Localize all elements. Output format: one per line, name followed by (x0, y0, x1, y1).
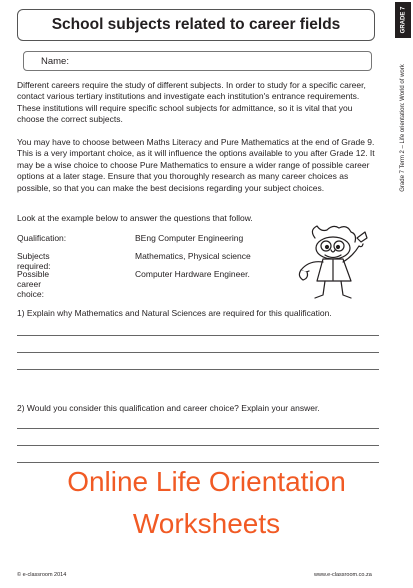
side-caption (396, 40, 410, 215)
answer-line[interactable] (17, 445, 379, 446)
grade-tab (395, 2, 411, 38)
scientist-cartoon-icon (293, 224, 371, 304)
example-label: Possible career choice: (17, 269, 50, 299)
answer-line[interactable] (17, 462, 379, 463)
question-1: 1) Explain why Mathematics and Natural Sciences are required for this qualification. (17, 308, 332, 318)
side-caption-text: Grade 7 Term 2 – Life orientation: World of work (400, 63, 407, 192)
grade-tab-label: GRADE 7 (400, 6, 407, 34)
example-label: Subjects required: (17, 251, 51, 271)
footer-copyright: © e-classroom 2014 (17, 572, 67, 578)
answer-line[interactable] (17, 335, 379, 336)
page-title: School subjects related to career fields (17, 9, 375, 41)
answer-line[interactable] (17, 352, 379, 353)
example-value: BEng Computer Engineering (135, 233, 244, 243)
instruction-paragraph: Look at the example below to answer the questions that follow. (17, 213, 253, 223)
watermark-line-1: Online Life Orientation (67, 466, 346, 497)
answer-line[interactable] (17, 428, 379, 429)
name-field[interactable]: Name: (23, 51, 372, 71)
example-label: Qualification: (17, 233, 67, 243)
intro-paragraph: Different careers require the study of different subjects. In order to study for a specific career, contact various tertiary institutions and investigate each institution's entrance requirements. These institutions will require specific school subjects for admittance, so it is vital that you choose the correct subjects. (17, 80, 366, 125)
footer-website[interactable]: www.e-classroom.co.za (314, 572, 372, 578)
maths-paragraph: You may have to choose between Maths Literacy and Pure Mathematics at the end of Grade 9. This is a very important choice, as it will influence the options available to you after Grade 12. It may be a wise choice to choose Pure Mathematics to ensure a wider range of possible career options at a later stage. Ensure that you thoroughly research as many career choices as possible, so that you can make the best decisions regarding your subject choices. (17, 137, 375, 193)
example-value: Computer Hardware Engineer. (135, 269, 250, 279)
example-value: Mathematics, Physical science (135, 251, 251, 261)
watermark-line-2: Worksheets (132, 508, 281, 539)
answer-line[interactable] (17, 369, 379, 370)
question-2: 2) Would you consider this qualification and career choice? Explain your answer. (17, 403, 320, 413)
